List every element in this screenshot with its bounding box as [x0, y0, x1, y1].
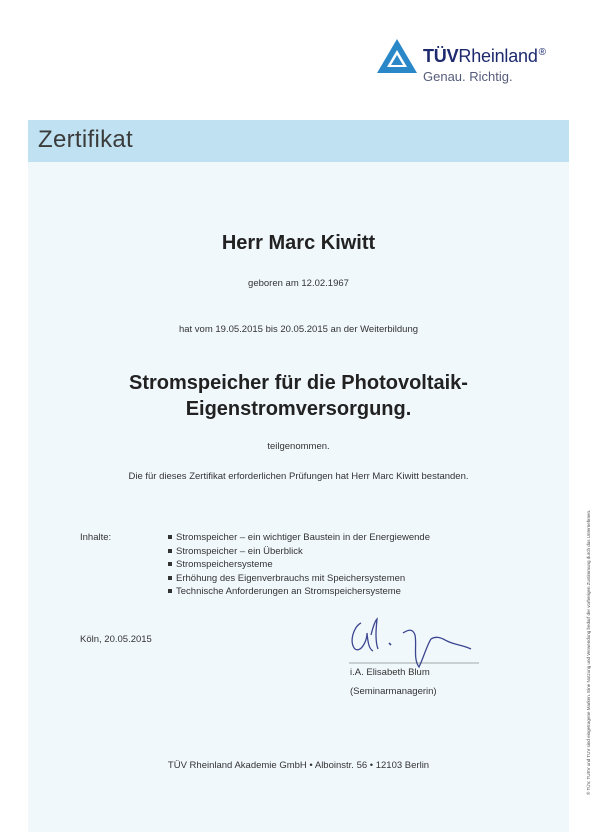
- brand-slogan: Genau. Richtig.: [423, 69, 513, 84]
- topic-item: Stromspeichersysteme: [168, 558, 430, 572]
- topic-item: Erhöhung des Eigenverbrauchs mit Speichersystemen: [168, 572, 430, 586]
- signature-image: [345, 615, 485, 675]
- tuv-rheinland-logo: [376, 38, 576, 90]
- title-band: [28, 120, 569, 162]
- trademark-note: ® TÜV, TUEV und TUV sind eingetragene Marken. Eine Nutzung und Verwendung bedarf der vorherigen Zustimmung durch das Unternehmen.: [586, 509, 591, 795]
- period-line: hat vom 19.05.2015 bis 20.05.2015 an der Weiterbildung: [178, 324, 419, 335]
- exam-statement: Die für dieses Zertifikat erforderlichen Prüfungen hat Herr Marc Kiwitt bestanden.: [128, 471, 469, 482]
- place-date: Köln, 20.05.2015: [80, 634, 152, 645]
- signer-name: i.A. Elisabeth Blum: [350, 667, 430, 678]
- recipient-name: Herr Marc Kiwitt: [221, 232, 376, 254]
- topics-list: [168, 531, 430, 599]
- birth-line: geboren am 12.02.1967: [248, 278, 349, 289]
- topic-item: Stromspeicher – ein wichtiger Baustein in der Energiewende: [168, 531, 430, 545]
- participation-text: teilgenommen.: [267, 441, 330, 452]
- course-title: [28, 370, 569, 422]
- course-title-line-1: Stromspeicher für die Photovoltaik-: [129, 372, 468, 394]
- course-title-line-2: Eigenstromversorgung.: [185, 398, 412, 420]
- footer-address: TÜV Rheinland Akademie GmbH • Alboinstr. 56 • 12103 Berlin: [167, 760, 430, 771]
- topic-item: Technische Anforderungen an Stromspeichersysteme: [168, 585, 430, 599]
- triangle-logo-icon: [376, 38, 418, 74]
- contents-label: Inhalte:: [80, 532, 112, 543]
- brand-name: TÜVRheinland®: [423, 46, 546, 66]
- topic-item: Stromspeicher – ein Überblick: [168, 545, 430, 559]
- signer-role: (Seminarmanagerin): [350, 686, 437, 697]
- certificate-title: Zertifikat: [38, 126, 134, 153]
